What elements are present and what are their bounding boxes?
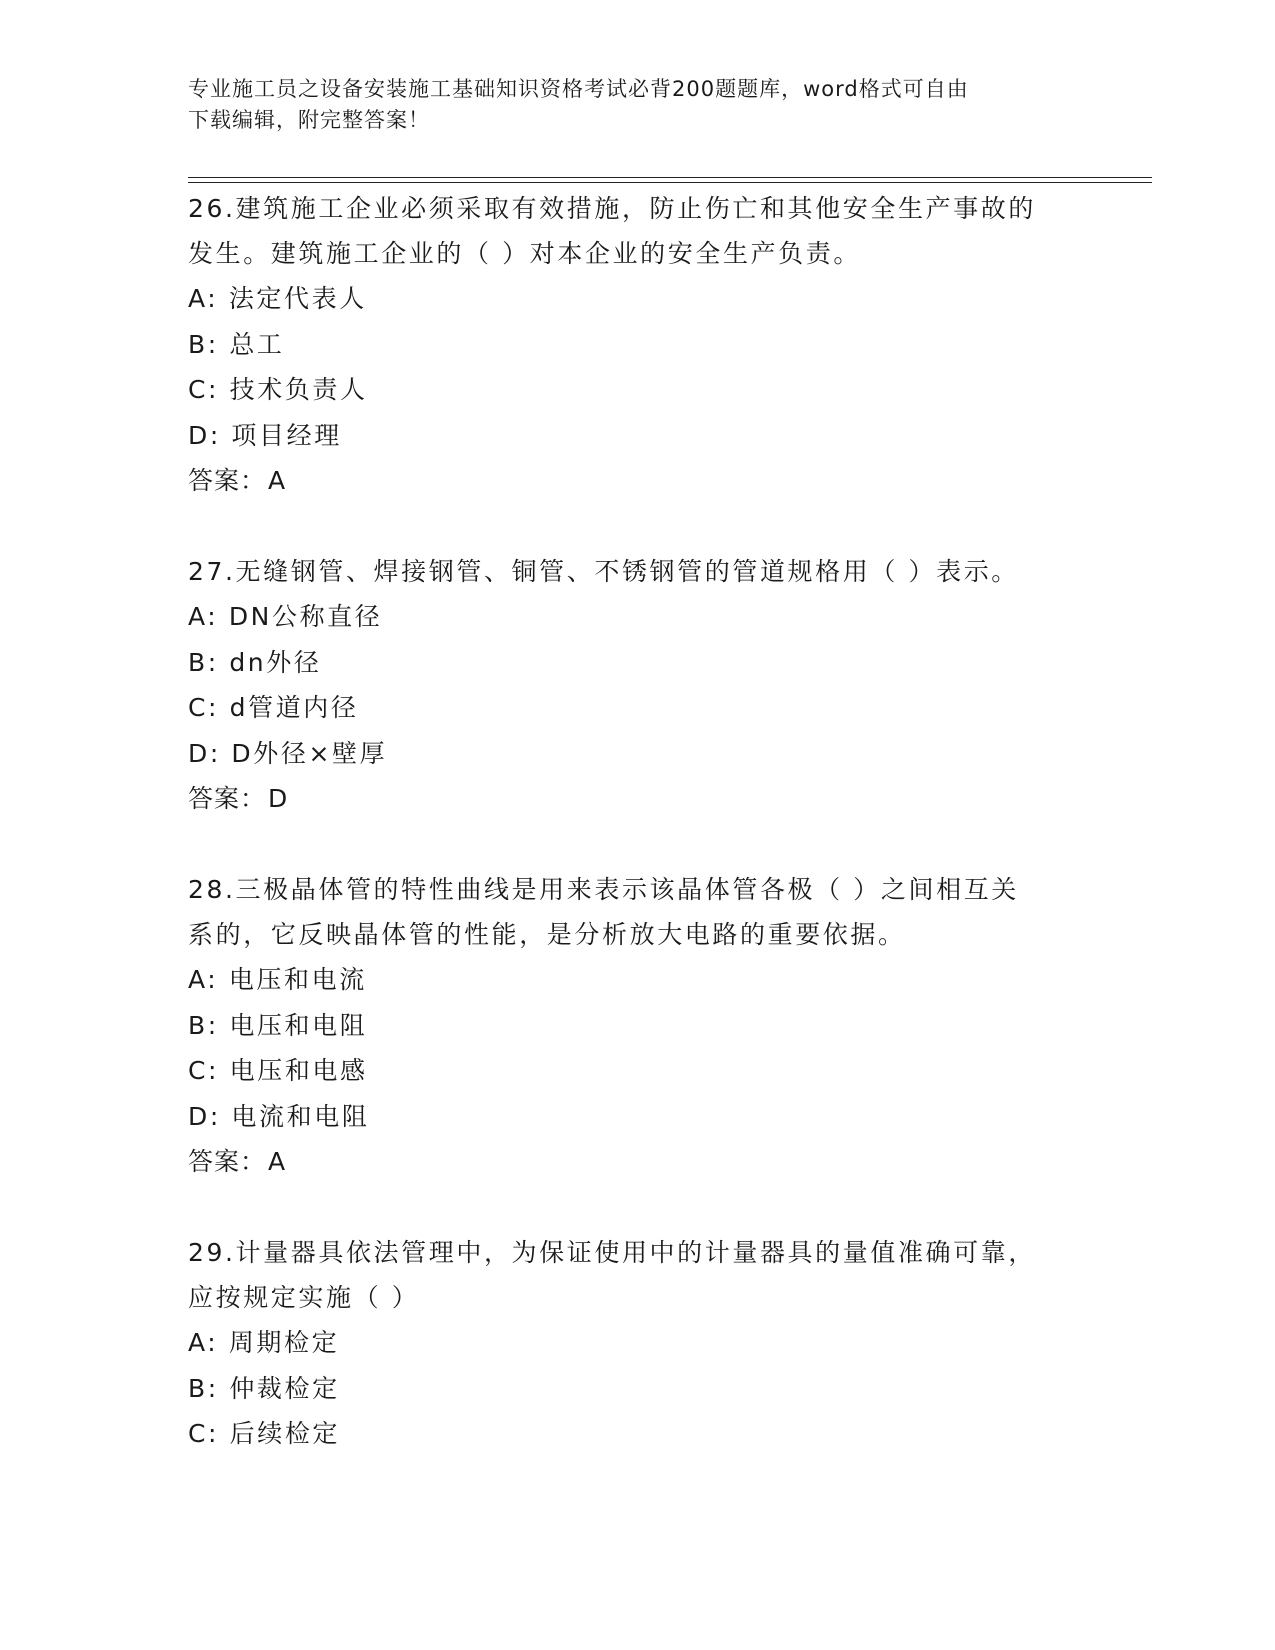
answer-value: A [268, 1147, 287, 1176]
option-a: A: 电压和电流 [188, 965, 367, 994]
option-d: D: 电流和电阻 [188, 1101, 370, 1131]
header-line-1: 专业施工员之设备安装施工基础知识资格考试必背200题题库，word格式可自由 [188, 77, 969, 101]
answer [188, 1139, 1088, 1184]
question-29 [188, 1230, 1088, 1457]
question-list [188, 186, 1088, 1503]
answer [188, 458, 1088, 503]
option-d: D: D外径×壁厚 [188, 738, 388, 768]
question-28 [188, 867, 1088, 1184]
option-c: C: 电压和电感 [188, 1056, 368, 1085]
option-c: C: 后续检定 [188, 1419, 341, 1448]
header-line-2: 下载编辑，附完整答案！ [188, 108, 430, 132]
answer-label: 答案： [188, 784, 267, 813]
option-b: B: 电压和电阻 [188, 1010, 368, 1040]
header-divider-top [188, 177, 1152, 178]
question-stem [188, 186, 1088, 276]
option-a: A: DN公称直径 [188, 602, 383, 631]
option-b: B: 仲裁检定 [188, 1373, 340, 1403]
stem-line: 29.计量器具依法管理中，为保证使用中的计量器具的量值准确可靠， [188, 1238, 1036, 1267]
stem-line: 发生。建筑施工企业的（ ）对本企业的安全生产负责。 [188, 239, 861, 268]
stem-line: 26.建筑施工企业必须采取有效措施，防止伤亡和其他安全生产事故的 [188, 194, 1036, 223]
question-stem [188, 549, 1088, 594]
option-c: C: 技术负责人 [188, 375, 368, 404]
answer-label: 答案： [188, 466, 267, 495]
stem-line: 系的，它反映晶体管的性能，是分析放大电路的重要依据。 [188, 920, 906, 949]
question-stem [188, 1230, 1088, 1320]
answer [188, 776, 1088, 821]
option-d: D: 项目经理 [188, 420, 342, 450]
option-a: A: 法定代表人 [188, 284, 367, 313]
option-b: B: 总工 [188, 329, 285, 359]
option-c: C: d管道内径 [188, 693, 359, 722]
document-header [188, 74, 1068, 136]
question-26 [188, 186, 1088, 503]
stem-line: 28.三极晶体管的特性曲线是用来表示该晶体管各极（ ）之间相互关 [188, 875, 1019, 904]
stem-line: 应按规定实施（ ） [188, 1283, 420, 1312]
answer-value: A [268, 466, 287, 495]
option-a: A: 周期检定 [188, 1328, 340, 1357]
header-divider-bottom [188, 182, 1152, 183]
stem-line: 27.无缝钢管、焊接钢管、铜管、不锈钢管的管道规格用（ ）表示。 [188, 557, 1019, 586]
answer-label: 答案： [188, 1147, 267, 1176]
answer-value: D [268, 784, 289, 813]
option-b: B: dn外径 [188, 647, 322, 677]
question-27 [188, 549, 1088, 821]
question-stem [188, 867, 1088, 957]
